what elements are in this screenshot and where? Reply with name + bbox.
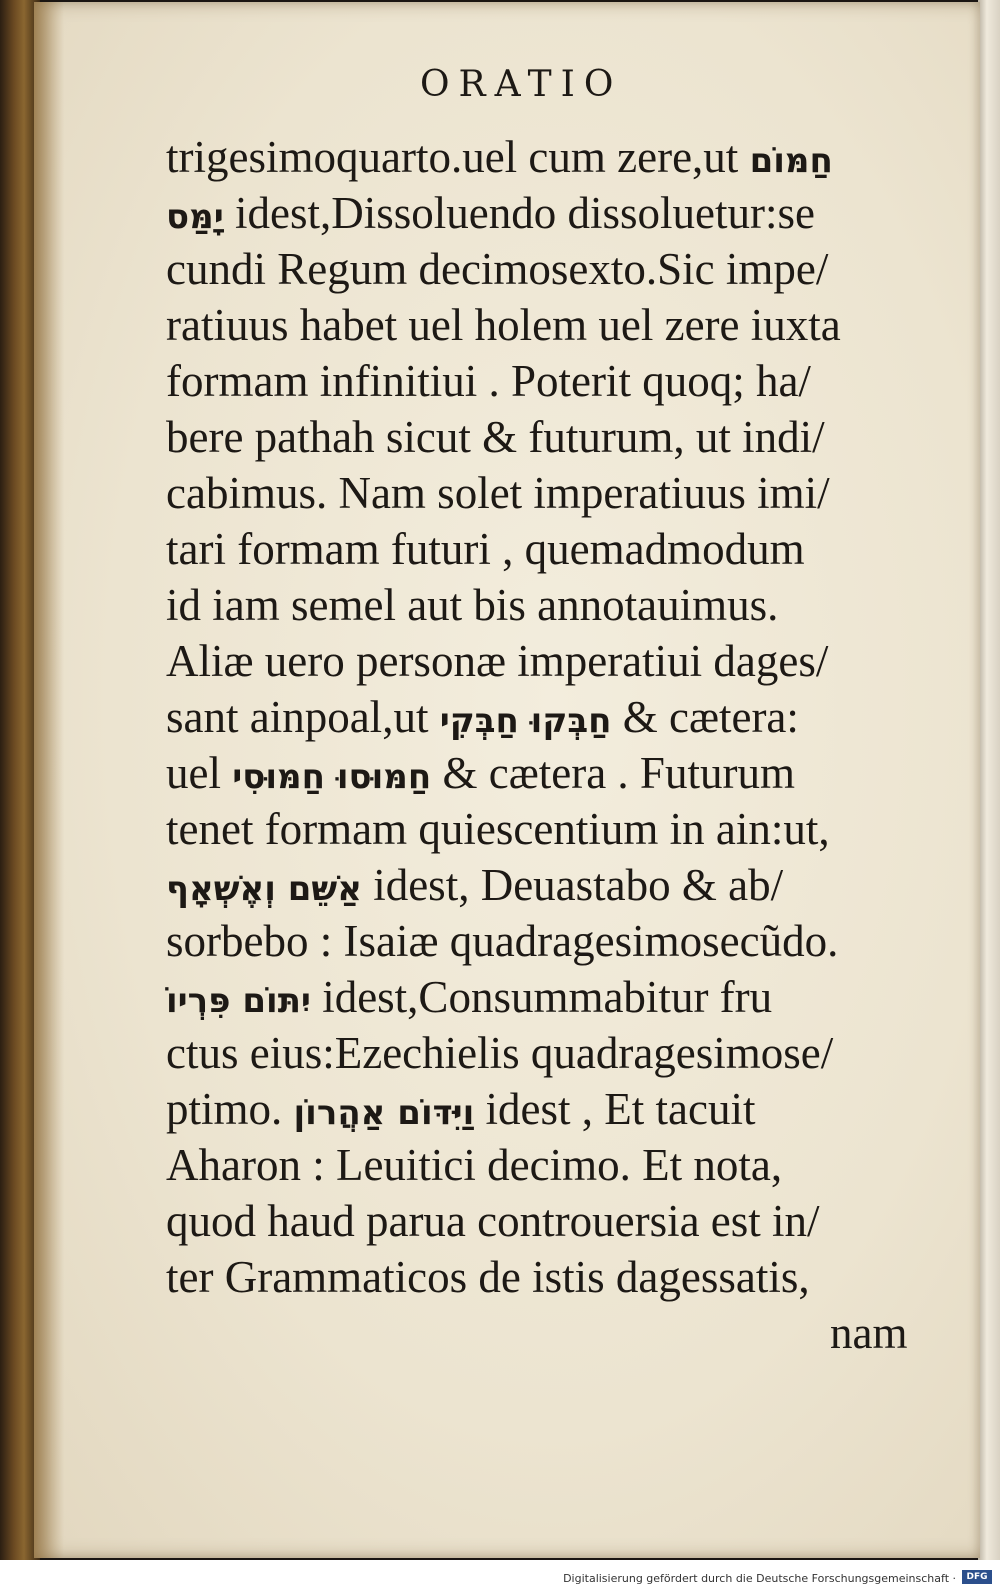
- text-line-1: [166, 128, 926, 190]
- hebrew-word: יָמַּס: [166, 197, 224, 237]
- text-line-18: [166, 1080, 926, 1142]
- latin-text: trigesimoquarto.uel cum zere,ut: [166, 132, 739, 182]
- text-line-2: [166, 184, 926, 246]
- hebrew-word: וַיִּדּוֹם אַהֲרוֹן: [293, 1093, 475, 1133]
- catchword: nam: [830, 1308, 908, 1358]
- text-line-9: id iam semel aut bis annotauimus.: [166, 580, 779, 630]
- adjacent-page-edge: [978, 0, 1000, 1560]
- text-line-5: formam infinitiui . Poterit quoq; ha/: [166, 356, 811, 406]
- running-title: ORATIO: [420, 64, 623, 105]
- latin-text: sant ainpoal,ut: [166, 692, 429, 742]
- text-line-6: bere pathah sicut & futurum, ut indi/: [166, 412, 825, 462]
- latin-text: idest,Consummabitur fru: [322, 972, 773, 1022]
- text-line-20: quod haud parua controuersia est in/: [166, 1196, 820, 1246]
- text-line-13: tenet formam quiescentium in ain:ut,: [166, 804, 830, 854]
- text-line-21: ter Grammaticos de istis dagessatis,: [166, 1252, 810, 1302]
- text-line-14: [166, 856, 926, 918]
- text-line-15: sorbebo : Isaiæ quadragesimosecũdo.: [166, 916, 839, 966]
- hebrew-word: חַמּוּסוּ חַמּוּסִי: [232, 757, 432, 797]
- text-line-17: ctus eius:Ezechielis quadragesimose/: [166, 1028, 834, 1078]
- latin-text: uel: [166, 748, 221, 798]
- text-line-16: [166, 968, 926, 1030]
- text-line-12: [166, 744, 926, 806]
- latin-text: ptimo.: [166, 1084, 294, 1134]
- digitization-credit: Digitalisierung gefördert durch die Deutsche Forschungsgemeinschaft ·: [563, 1572, 956, 1585]
- text-line-4: ratiuus habet uel holem uel zere iuxta: [166, 300, 841, 350]
- text-line-7: cabimus. Nam solet imperatiuus imi/: [166, 468, 830, 518]
- text-line-19: Aharon : Leuitici decimo. Et nota,: [166, 1140, 783, 1190]
- latin-text: idest , Et tacuit: [485, 1084, 756, 1134]
- latin-text: & cætera:: [622, 692, 799, 742]
- text-line-10: Aliæ uero personæ imperatiui dages/: [166, 636, 829, 686]
- text-line-3: cundi Regum decimosexto.Sic impe/: [166, 244, 829, 294]
- text-line-11: [166, 688, 926, 750]
- page-edge-stain: [34, 2, 64, 1558]
- hebrew-word: חַמּוֹם: [749, 141, 833, 181]
- latin-text: idest, Deuastabo & ab/: [373, 860, 784, 910]
- hebrew-word: יִתּוֹם פִּרְיוֹ: [166, 981, 311, 1021]
- hebrew-word: אַשֵּׁם וְאֶשְׁאָף: [166, 869, 362, 909]
- hebrew-word: חַבְּקוּ חַבְּקִי: [439, 701, 612, 741]
- dfg-logo: DFG: [962, 1570, 992, 1584]
- latin-text: idest,Dissoluendo dissoluetur:se: [234, 188, 815, 238]
- text-line-8: tari formam futuri , quemadmodum: [166, 524, 805, 574]
- latin-text: & cætera . Futurum: [442, 748, 795, 798]
